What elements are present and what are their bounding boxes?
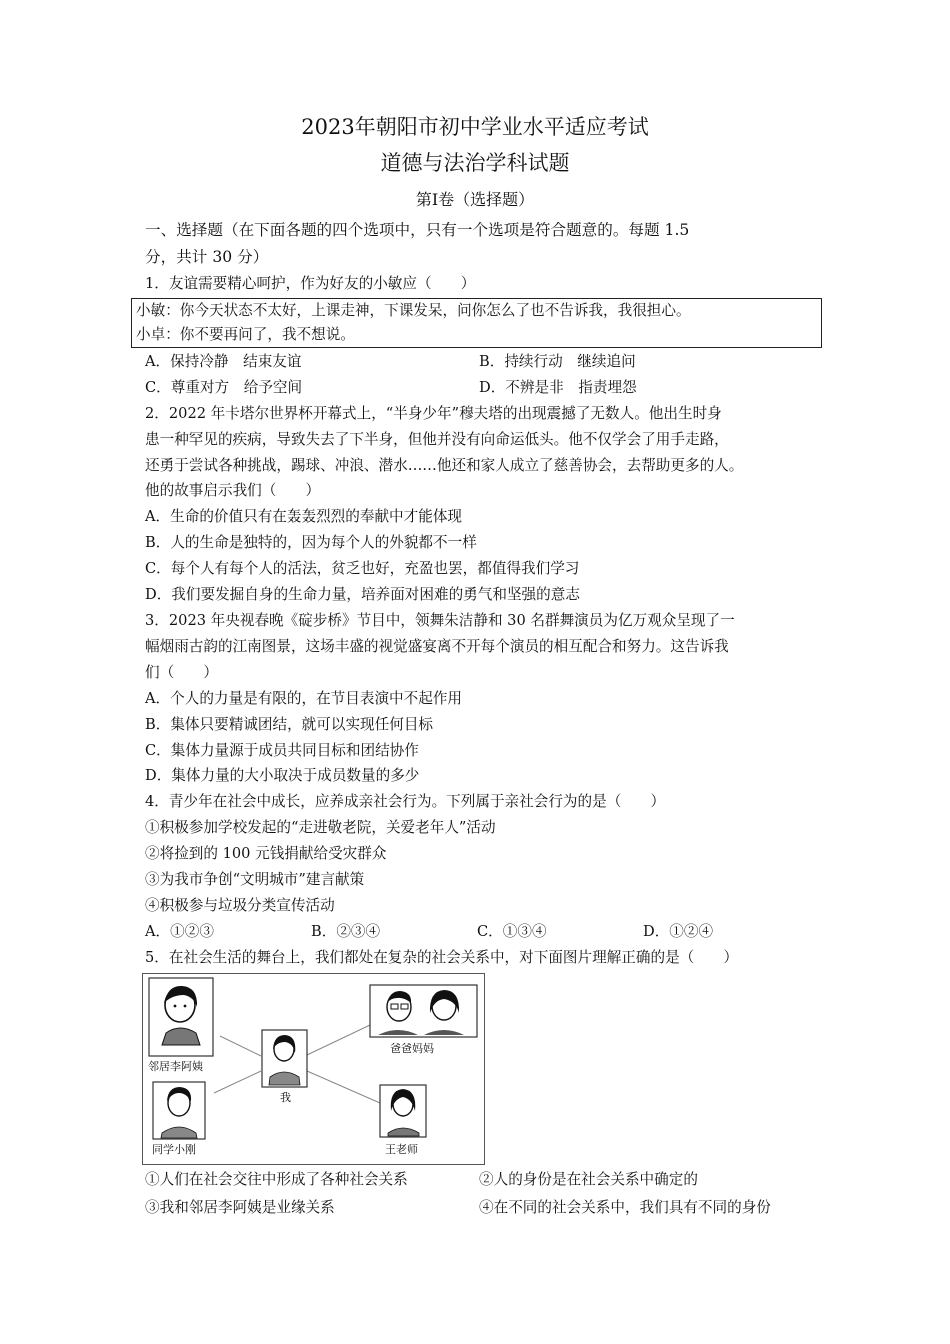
q2-stem-line: 还勇于尝试各种挑战，踢球、冲浪、潜水……他还和家人成立了慈善协会，去帮助更多的人。 [145, 456, 744, 474]
q4-option-c: C．①③④ [477, 922, 547, 940]
q2-option-c: C．每个人有每个人的活法，贫乏也好，充盈也罢，都值得我们学习 [145, 560, 580, 578]
classmate-portrait-icon [153, 1082, 205, 1139]
q5-statement-2: ②人的身份是在社会关系中确定的 [479, 1170, 698, 1188]
q4-stem: 4．青少年在社会中成长，应养成亲社会行为。下列属于亲社会行为的是（ ） [145, 793, 666, 811]
q2-stem-line: 患一种罕见的疾病，导致失去了下半身，但他并没有向命运低头。他不仅学会了用手走路， [145, 430, 729, 448]
q4-option-b: B．②③④ [311, 922, 381, 940]
neighbor-portrait-icon [149, 978, 213, 1056]
q2-stem-line: 2．2022 年卡塔尔世界杯开幕式上，“半身少年”穆夫塔的出现震撼了无数人。他出生时身 [145, 404, 722, 422]
q4-item-1: ①积极参加学校发起的“走进敬老院，关爱老年人”活动 [145, 819, 496, 837]
section-instruction-line2: 分，共计 30 分） [145, 248, 269, 266]
q4-item-3: ③为我市争创“文明城市”建言献策 [145, 871, 365, 889]
exam-title: 2023年朝阳市初中学业水平适应考试 [301, 115, 649, 139]
q1-option-c: C．尊重对方 给予空间 [145, 378, 303, 396]
q1-stem: 1．友谊需要精心呵护，作为好友的小敏应（ ） [145, 275, 476, 292]
q5-statement-3: ③我和邻居李阿姨是业缘关系 [145, 1198, 335, 1216]
q3-stem-line: 幅烟雨古韵的江南图景，这场丰盛的视觉盛宴离不开每个演员的相互配合和努力。这告诉我 [145, 637, 729, 655]
label-teacher: 王老师 [385, 1142, 418, 1156]
q4-option-a: A．①②③ [145, 922, 214, 940]
q4-item-4: ④积极参与垃圾分类宣传活动 [145, 896, 335, 914]
q1-dialog-line: 小敏：你今天状态不太好，上课走神，下课发呆，问你怎么了也不告诉我，我很担心。 [136, 301, 691, 319]
q2-stem-line: 他的故事启示我们（ ） [145, 482, 321, 500]
q1-option-a: A．保持冷静 结束友谊 [145, 352, 302, 370]
q4-item-2: ②将捡到的 100 元钱捐献给受灾群众 [145, 845, 387, 863]
q3-option-b: B．集体只要精诚团结，就可以实现任何目标 [145, 715, 434, 733]
q3-stem-line: 3．2023 年央视春晚《碇步桥》节目中，领舞朱洁静和 30 名群舞演员为亿万观众呈现了一 [145, 611, 735, 629]
q5-statement-1: ①人们在社会交往中形成了各种社会关系 [145, 1170, 408, 1188]
label-neighbor: 邻居李阿姨 [148, 1059, 203, 1073]
q1-options-row [145, 375, 817, 401]
relationship-diagram [142, 973, 485, 1165]
q5-statements-row [145, 1195, 817, 1221]
subject-title: 道德与法治学科试题 [380, 151, 570, 175]
q2-option-b: B．人的生命是独特的，因为每个人的外貌都不一样 [145, 534, 477, 552]
q1-option-d: D．不辨是非 指责埋怨 [479, 378, 637, 396]
volume-title: 第Ⅰ卷（选择题） [415, 190, 535, 209]
label-classmate: 同学小刚 [152, 1142, 196, 1156]
q3-option-a: A．个人的力量是有限的，在节目表演中不起作用 [145, 689, 463, 707]
q4-option-d: D．①②④ [643, 922, 714, 940]
me-portrait-icon [262, 1030, 307, 1087]
section-instruction-line1: 一、选择题（在下面各题的四个选项中，只有一个选项是符合题意的。每题 1.5 [145, 221, 690, 239]
q3-option-d: D．集体力量的大小取决于成员数量的多少 [145, 767, 420, 785]
teacher-portrait-icon [380, 1085, 426, 1137]
q3-option-c: C．集体力量源于成员共同目标和团结协作 [145, 741, 419, 759]
label-me: 我 [280, 1090, 291, 1104]
q1-options-row [145, 349, 817, 375]
q5-statement-4: ④在不同的社会关系中，我们具有不同的身份 [479, 1198, 771, 1216]
q1-option-b: B．持续行动 继续追问 [479, 352, 636, 370]
q2-option-d: D．我们要发掘自身的生命力量，培养面对困难的勇气和坚强的意志 [145, 586, 580, 604]
q2-option-a: A．生命的价值只有在轰轰烈烈的奉献中才能体现 [145, 508, 463, 526]
q1-dialog-box [131, 298, 822, 348]
q5-statements-row [145, 1167, 817, 1193]
q3-stem-line: 们（ ） [145, 663, 218, 681]
q5-stem: 5．在社会生活的舞台上，我们都处在复杂的社会关系中，对下面图片理解正确的是（ ） [145, 948, 739, 966]
exam-content [136, 217, 817, 1220]
q4-options-row [145, 919, 817, 945]
label-parents: 爸爸妈妈 [390, 1041, 434, 1055]
parents-portrait-icon [370, 985, 477, 1037]
q1-dialog-line: 小卓：你不要再问了，我不想说。 [136, 325, 355, 343]
